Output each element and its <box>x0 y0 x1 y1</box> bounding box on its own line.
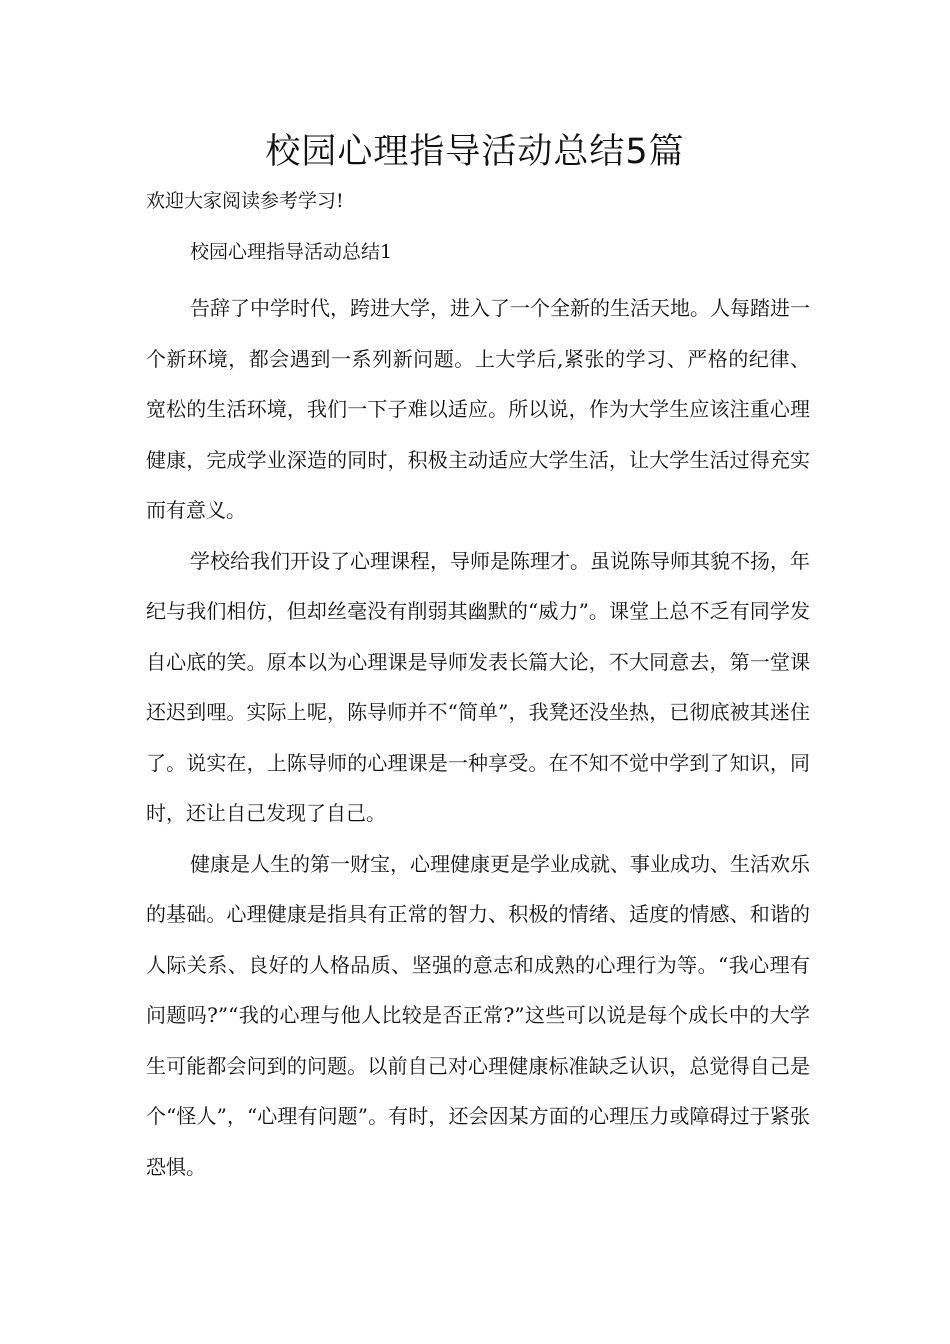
paragraph-3: 健康是人生的第一财宝，心理健康更是学业成就、事业成功、生活欢乐的基础。心理健康是指具有正常的智力、积极的情绪、适度的情感、和谐的人际关系、良好的人格品质、坚强的意志和成熟的心理行为等。“我心理有问题吗?”“我的心理与他人比较是否正常?”这些可以说是每个成长中的大学生可能都会问到的问题。以前自己对心理健康标准缺乏认识，总觉得自己是个“怪人”，“心理有问题”。有时，还会因某方面的心理压力或障碍过于紧张恐惧。 <box>146 851 810 1179</box>
body-text <box>146 283 810 1192</box>
paragraph-2: 学校给我们开设了心理课程，导师是陈理才。虽说陈导师其貌不扬，年纪与我们相仿，但却丝毫没有削弱其幽默的“威力”。课堂上总不乏有同学发自心底的笑。原本以为心理课是导师发表长篇大论，不大同意去，第一堂课还迟到哩。实际上呢，陈导师并不“简单”，我凳还没坐热，已彻底被其迷住了。说实在，上陈导师的心理课是一种享受。在不知不觉中学到了知识，同时，还让自己发现了自己。 <box>146 548 810 825</box>
section-heading: 校园心理指导活动总结1 <box>190 241 393 263</box>
paragraph-1: 告辞了中学时代，跨进大学，进入了一个全新的生活天地。人每踏进一个新环境，都会遇到一系列新问题。上大学后,紧张的学习、严格的纪律、宽松的生活环境，我们一下子难以适应。所以说，作为大学生应该注重心理健康，完成学业深造的同时，积极主动适应大学生活，让大学生活过得充实而有意义。 <box>146 296 810 522</box>
intro-text: 欢迎大家阅读参考学习! <box>146 190 344 212</box>
document-title: 校园心理指导活动总结5篇 <box>265 132 685 172</box>
